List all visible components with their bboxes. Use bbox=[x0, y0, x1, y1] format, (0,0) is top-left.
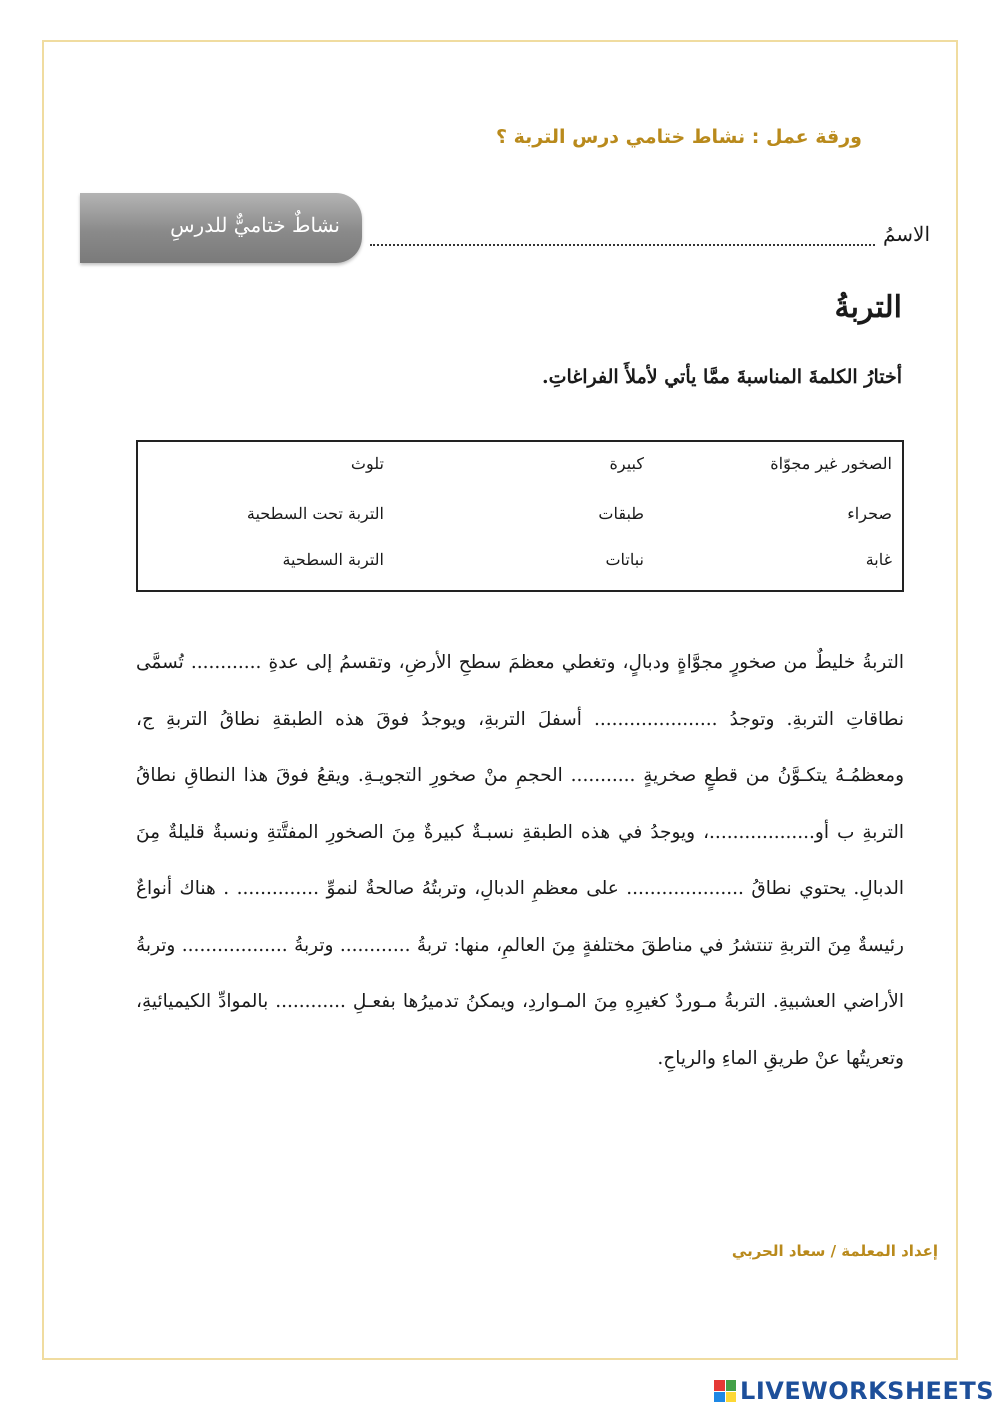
liveworksheets-logo bbox=[714, 1377, 994, 1405]
fill-in-passage: التربةُ خليطٌ من صخورٍ مجوَّاةٍ ودبالٍ، وتغطي معظمَ سطحِ الأرضِ، وتقسمُ إلى عدةِ ............ تُسمَّى نطاقاتِ التربةِ. وتوجدُ ..................... أسفلَ التربةِ، ويوجدُ فوقَ هذه الطبقةِ نطاقُ التربةِ ج، ومعظمُـهُ يتكـوَّنُ من قطعٍ صخريةٍ ........... الحجمِ منْ صخورِ التجويـةِ. ويقعُ فوقَ هذا النطاقِ نطاقُ التربةِ ب أو..................، ويوجدُ في هذه الطبقةِ نسبـةٌ كبيرةٌ مِنَ الصخورِ المفتَّتةِ ونسبةٌ قليلةٌ مِنَ الدبالِ. يحتوي نطاقُ .................... على معظمِ الدبالِ، وتربتُهُ صالحةٌ لنموِّ .............. . هناك أنواعٌ رئيسةٌ مِنَ التربةِ تنتشرُ في مناطقَ مختلفةٍ مِنَ العالمِ، منها: تربةُ ............ وتربةُ .................. وتربةُ الأراضي العشبيةِ. التربةُ مـوردٌ كغيرِهِ مِنَ المـواردِ، ويمكنُ تدميرُها بفعـلِ ............ بالموادِّ الكيميائيةِ، وتعريتُها عنْ طريقِ الماءِ والرياحِ. bbox=[136, 652, 904, 1069]
liveworksheets-logo-icon bbox=[714, 1380, 736, 1402]
student-name-row bbox=[370, 222, 930, 246]
word-bank-word: التربة تحت السطحية bbox=[246, 504, 384, 523]
word-bank bbox=[136, 440, 904, 592]
word-bank-word: تلوث bbox=[350, 454, 384, 473]
name-label: الاسمُ bbox=[882, 222, 930, 246]
teacher-credit: إعداد المعلمة / سعاد الحربي bbox=[731, 1242, 938, 1260]
name-field[interactable] bbox=[370, 226, 875, 246]
word-bank-word: كبيرة bbox=[609, 454, 644, 473]
word-bank-row bbox=[138, 454, 902, 482]
worksheet-title: ورقة عمل : نشاط ختامي درس التربة ؟ bbox=[495, 126, 862, 148]
word-bank-word: طبقات bbox=[598, 504, 644, 523]
word-bank-word: غابة bbox=[865, 550, 892, 569]
word-bank-word: نباتات bbox=[605, 550, 644, 569]
instruction-text: أختارُ الكلمةَ المناسبةَ ممَّا يأتي لأملأَ الفراغاتِ. bbox=[541, 366, 902, 388]
liveworksheets-brand: LIVEWORKSHEETS bbox=[740, 1377, 994, 1405]
banner-label: نشاطٌ ختاميٌّ للدرسِ bbox=[170, 213, 340, 237]
word-bank-word: التربة السطحية bbox=[282, 550, 384, 569]
word-bank-row bbox=[138, 504, 902, 532]
word-bank-row bbox=[138, 550, 902, 578]
word-bank-word: الصخور غير مجوّاة bbox=[770, 454, 892, 473]
word-bank-word: صحراء bbox=[847, 504, 892, 523]
lesson-title: التربةُ bbox=[834, 290, 902, 325]
activity-banner bbox=[80, 193, 362, 263]
